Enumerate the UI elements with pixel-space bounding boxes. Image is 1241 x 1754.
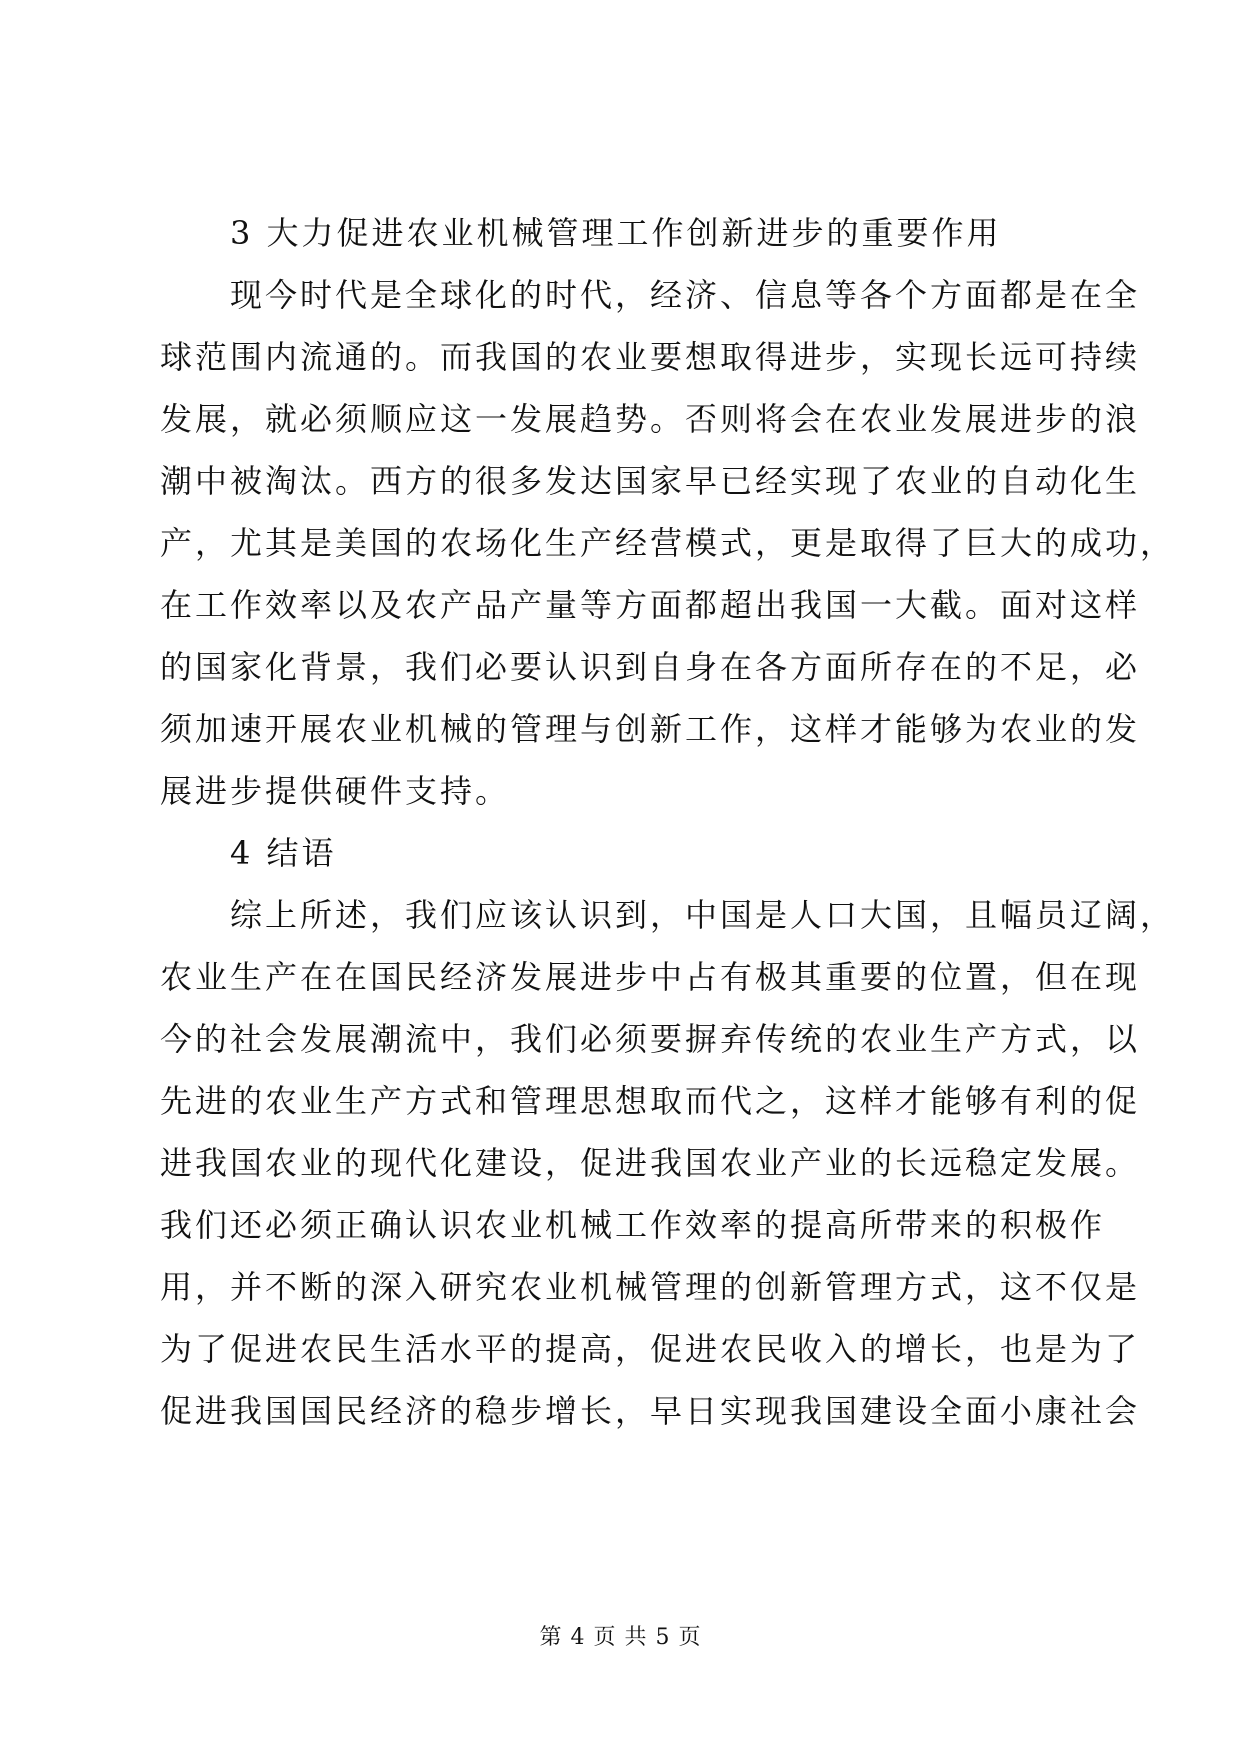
paragraph-line: 产，尤其是美国的农场化生产经营模式，更是取得了巨大的成功， [160,524,1176,562]
paragraph-line: 进我国农业的现代化建设，促进我国农业产业的长远稳定发展。 [160,1144,1141,1182]
section-4-heading: 4 结语 [230,834,337,872]
paragraph-line: 潮中被淘汰。西方的很多发达国家早已经实现了农业的自动化生 [160,462,1141,500]
paragraph-line: 须加速开展农业机械的管理与创新工作，这样才能够为农业的发 [160,710,1141,748]
section-3-heading: 3 大力促进农业机械管理工作创新进步的重要作用 [230,214,1002,252]
paragraph-line: 农业生产在在国民经济发展进步中占有极其重要的位置，但在现 [160,958,1141,996]
paragraph-line: 先进的农业生产方式和管理思想取而代之，这样才能够有利的促 [160,1082,1141,1120]
paragraph-line: 现今时代是全球化的时代，经济、信息等各个方面都是在全 [230,276,1141,314]
paragraph-line: 的国家化背景，我们必要认识到自身在各方面所存在的不足，必 [160,648,1141,686]
paragraph-line: 为了促进农民生活水平的提高，促进农民收入的增长，也是为了 [160,1330,1141,1368]
paragraph-line: 促进我国国民经济的稳步增长，早日实现我国建设全面小康社会 [160,1392,1141,1430]
paragraph-line: 球范围内流通的。而我国的农业要想取得进步，实现长远可持续 [160,338,1141,376]
paragraph-line: 发展，就必须顺应这一发展趋势。否则将会在农业发展进步的浪 [160,400,1141,438]
paragraph-line: 综上所述，我们应该认识到，中国是人口大国，且幅员辽阔， [230,896,1176,934]
paragraph-line: 用，并不断的深入研究农业机械管理的创新管理方式，这不仅是 [160,1268,1141,1306]
document-body [160,202,1176,1442]
paragraph-line: 我们还必须正确认识农业机械工作效率的提高所带来的积极作 [160,1206,1106,1244]
page-number-footer: 第 4 页 共 5 页 [539,1625,702,1650]
paragraph-line: 展进步提供硬件支持。 [160,772,511,810]
paragraph-line: 在工作效率以及农产品产量等方面都超出我国一大截。面对这样 [160,586,1141,624]
paragraph-line: 今的社会发展潮流中，我们必须要摒弃传统的农业生产方式，以 [160,1020,1141,1058]
